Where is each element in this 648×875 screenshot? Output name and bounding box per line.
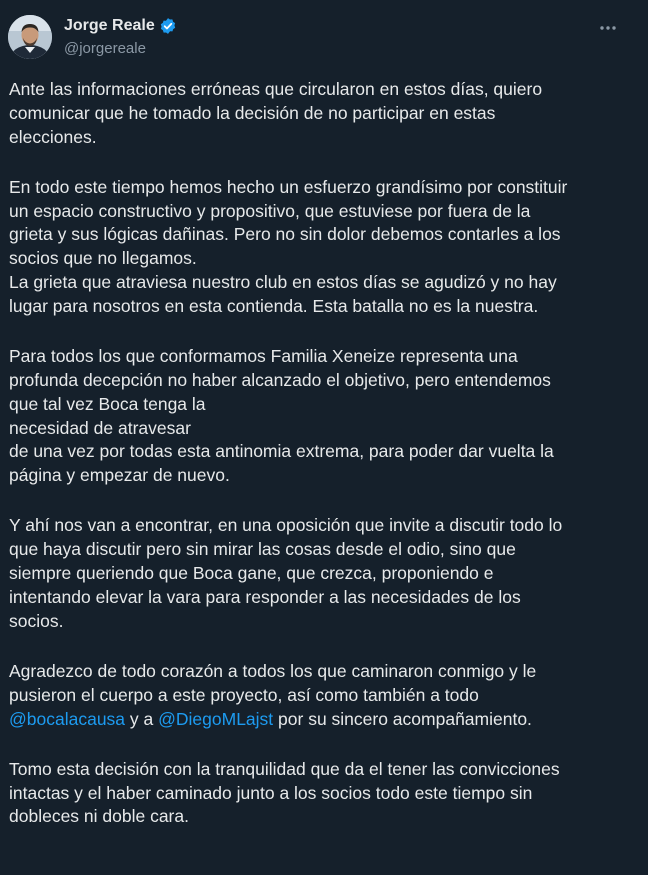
tweet-paragraph: Para todos los que conformamos Familia Xeneize representa una profunda decepción no haber alcanzado el objetivo, pero entendemos que tal vez Boca tenga la necesidad de atravesar de una vez por todas esta antinomia extrema, para poder dar vuelta la página y empezar de nuevo. <box>9 346 554 486</box>
tweet-paragraph <box>9 660 634 731</box>
tweet-paragraph: Ante las informaciones erróneas que circularon en estos días, quiero comunicar que he tomado la decisión de no participar en estas elecciones. <box>9 79 543 147</box>
more-options-icon[interactable] <box>596 18 620 38</box>
tweet-paragraph: Y ahí nos van a encontrar, en una oposición que invite a discutir todo lo que haya discutir pero sin mirar las cosas desde el odio, sino que siempre queriendo que Boca gane, que crezca, proponiendo e intentando elevar la vara para responder a las necesidades de los socios. <box>9 515 563 631</box>
author-name[interactable]: Jorge Reale <box>64 17 155 34</box>
tweet-paragraph: Tomo esta decisión con la tranquilidad que da el tener las convicciones intactas y el haber caminado junto a los socios todo este tiempo sin dobleces ni doble cara. <box>9 758 560 827</box>
person-photo-icon <box>8 15 52 59</box>
tweet-text-span: y a <box>125 708 159 729</box>
mention-link[interactable]: @bocalacausa <box>9 708 126 729</box>
verified-badge-icon <box>159 17 177 35</box>
author-handle[interactable]: @jorgereale <box>64 40 146 57</box>
mention-link[interactable]: @DiegoMLajst <box>158 708 274 729</box>
avatar[interactable] <box>8 15 52 59</box>
tweet-text <box>9 78 634 856</box>
tweet-paragraph: En todo este tiempo hemos hecho un esfuerzo grandísimo por constituir un espacio constructivo y propositivo, que estuviese por fuera de la grieta y sus lógicas dañinas. Pero no sin dolor debemos contarles a los socios que no llegamos. La grieta que atraviesa nuestro club en estos días se agudizó y no hay lugar para nosotros en esta contienda. Esta batalla no es la nuestra. <box>9 176 568 316</box>
author-name-row[interactable] <box>64 17 177 35</box>
tweet-text-span: Agradezco de todo corazón a todos los que caminaron conmigo y le pusieron el cuerpo a este proyecto, así como también a todo <box>9 660 537 705</box>
tweet-text-span: por su sincero acompañamiento. <box>273 708 532 729</box>
